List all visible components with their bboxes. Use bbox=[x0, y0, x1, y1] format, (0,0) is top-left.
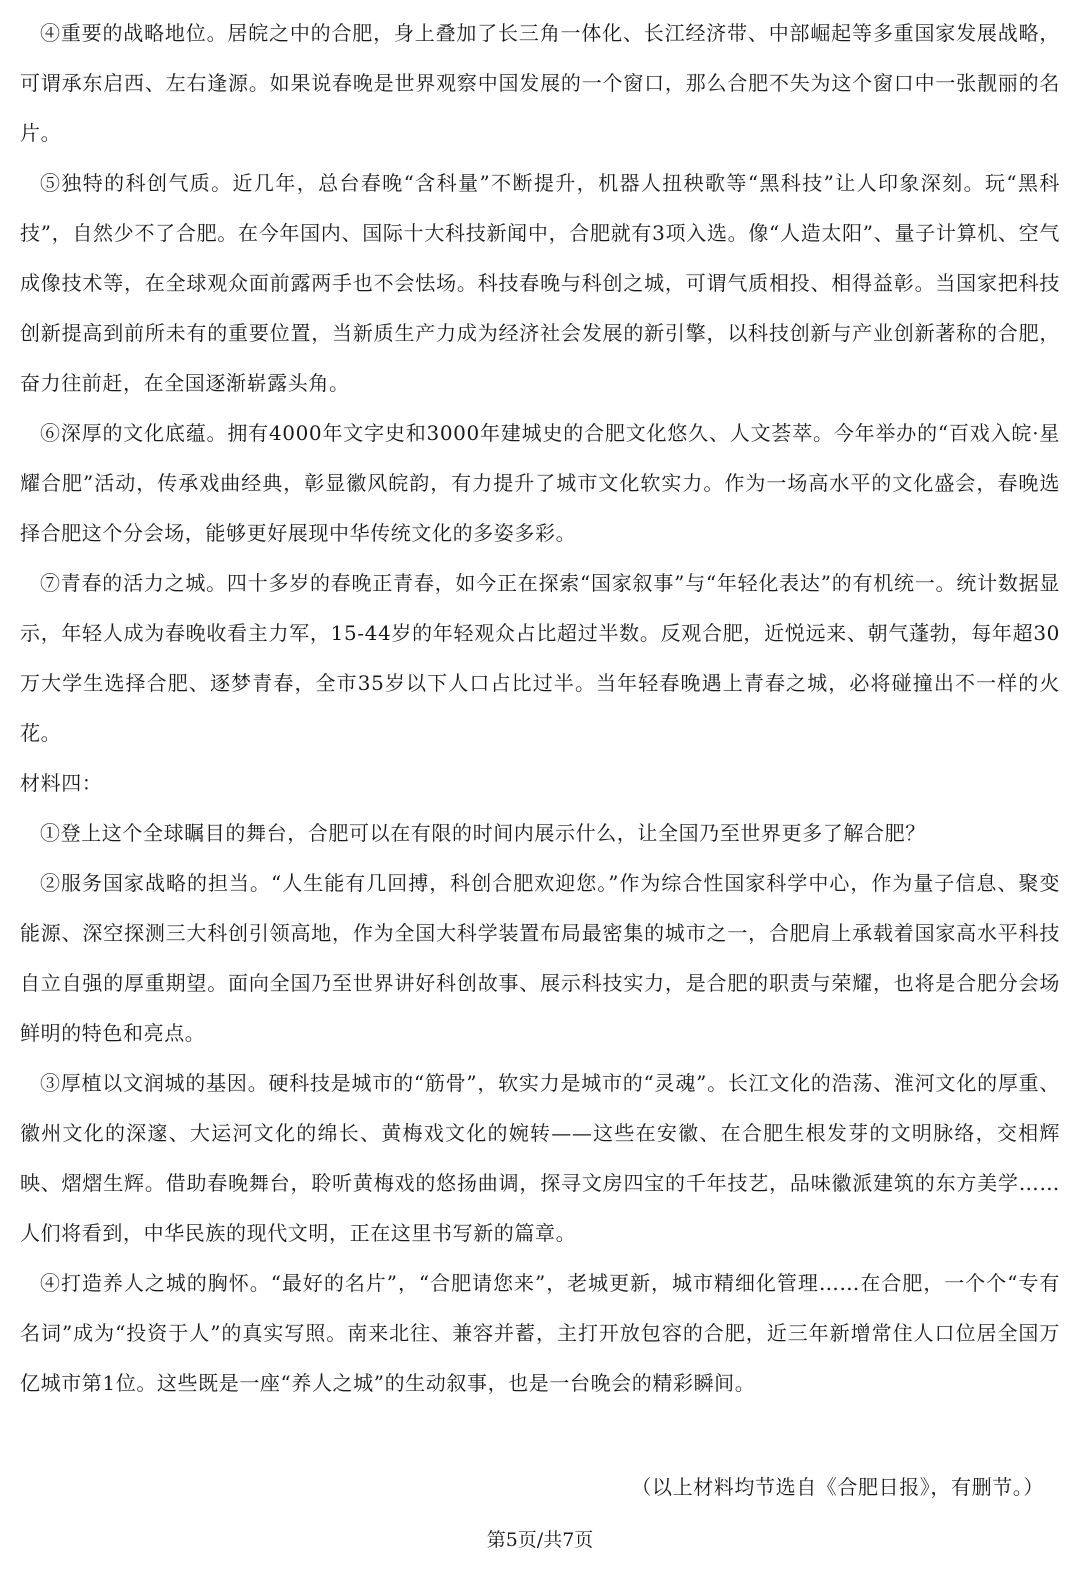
document-body bbox=[20, 8, 1060, 1408]
paragraph-cultural-heritage: ⑥深厚的文化底蕴。拥有4000年文字史和3000年建城史的合肥文化悠久、人文荟萃。今年举办的“百戏入皖·星耀合肥”活动，传承戏曲经典，彰显徽风皖韵，有力提升了城市文化软实力。作为一场高水平的文化盛会，春晚选择合肥这个分会场，能够更好展现中华传统文化的多姿多彩。 bbox=[20, 421, 1060, 545]
source-note: （以上材料均节选自《合肥日报》，有删节。） bbox=[631, 1475, 1044, 1499]
paragraph-people-city: ④打造养人之城的胸怀。“最好的名片”，“合肥请您来”，老城更新，城市精细化管理……在合肥，一个个“专有名词”成为“投资于人”的真实写照。南来北往、兼容并蓄，主打开放包容的合肥，近三年新增常住人口位居全国万亿城市第1位。这些既是一座“养人之城”的生动叙事，也是一台晚会的精彩瞬间。 bbox=[20, 1271, 1060, 1395]
paragraph-question: ①登上这个全球瞩目的舞台，合肥可以在有限的时间内展示什么，让全国乃至世界更多了解合肥？ bbox=[40, 821, 926, 845]
paragraph-strategic-position: ④重要的战略地位。居皖之中的合肥，身上叠加了长三角一体化、长江经济带、中部崛起等多重国家发展战略，可谓承东启西、左右逢源。如果说春晚是世界观察中国发展的一个窗口，那么合肥不失为这个窗口中一张靓丽的名片。 bbox=[20, 21, 1060, 145]
paragraph-youthful-city: ⑦青春的活力之城。四十多岁的春晚正青春，如今正在探索“国家叙事”与“年轻化表达”的有机统一。统计数据显示，年轻人成为春晚收看主力军，15-44岁的年轻观众占比超过半数。反观合肥，近悦远来、朝气蓬勃，每年超30万大学生选择合肥、逐梦青春，全市35岁以下人口占比过半。当年轻春晚遇上青春之城，必将碰撞出不一样的火花。 bbox=[20, 571, 1060, 745]
paragraph-tech-innovation: ⑤独特的科创气质。近几年，总台春晚“含科量”不断提升，机器人扭秧歌等“黑科技”让人印象深刻。玩“黑科技”，自然少不了合肥。在今年国内、国际十大科技新闻中，合肥就有3项入选。像“人造太阳”、量子计算机、空气成像技术等，在全球观众面前露两手也不会怯场。科技春晚与科创之城，可谓气质相投、相得益彰。当国家把科技创新提高到前所未有的重要位置，当新质生产力成为经济社会发展的新引擎，以科技创新与产业创新著称的合肥，奋力往前赶，在全国逐渐崭露头角。 bbox=[20, 171, 1060, 395]
paragraph-cultural-genes: ③厚植以文润城的基因。硬科技是城市的“筋骨”，软实力是城市的“灵魂”。长江文化的浩荡、淮河文化的厚重、徽州文化的深邃、大运河文化的绵长、黄梅戏文化的婉转——这些在安徽、在合肥生根发芽的文明脉络，交相辉映、熠熠生辉。借助春晚舞台，聆听黄梅戏的悠扬曲调，探寻文房四宝的千年技艺，品味徽派建筑的东方美学……人们将看到，中华民族的现代文明，正在这里书写新的篇章。 bbox=[20, 1071, 1060, 1245]
page-footer: 第5页/共7页 bbox=[486, 1529, 594, 1551]
paragraph-national-strategy: ②服务国家战略的担当。“人生能有几回搏，科创合肥欢迎您。”作为综合性国家科学中心，作为量子信息、聚变能源、深空探测三大科创引领高地，作为全国大科学装置布局最密集的城市之一，合肥肩上承载着国家高水平科技自立自强的厚重期望。面向全国乃至世界讲好科创故事、展示科技实力，是合肥的职责与荣耀，也将是合肥分会场鲜明的特色和亮点。 bbox=[20, 871, 1060, 1045]
section-heading-material-four: 材料四： bbox=[20, 771, 103, 795]
